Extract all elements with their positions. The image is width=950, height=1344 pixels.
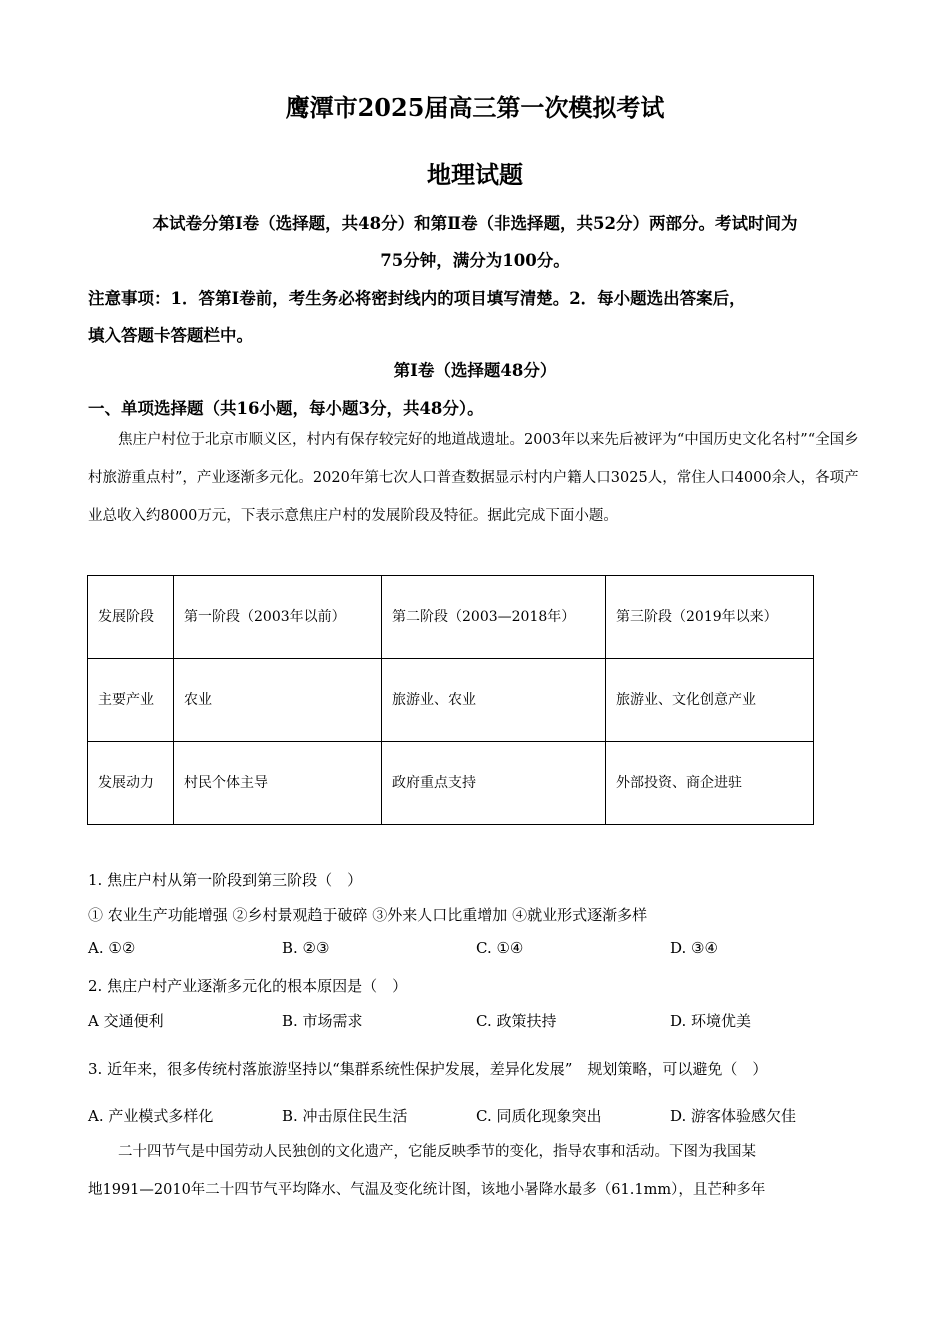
table-cell: 村民个体主导 [174,742,382,825]
passage-2-line-1: 二十四节气是中国劳动人民独创的文化遗产，它能反映季节的变化，指导农事和活动。下图为我国某 [118,1144,756,1160]
option-2-b[interactable]: B. 市场需求 [282,1012,363,1030]
subject-title: 地理试题 [427,160,523,189]
table-cell: 旅游业、文化创意产业 [606,659,814,742]
table-cell: 主要产业 [88,659,174,742]
question-3-stem: 3. 近年来，很多传统村落旅游坚持以“集群系统性保护发展，差异化发展” 规划策略，可以避免（ ） [88,1060,768,1078]
volume-heading: 第Ⅰ卷（选择题48分） [393,361,557,380]
intro-line-2: 75分钟，满分为100分。 [380,251,570,270]
table-cell: 发展动力 [88,742,174,825]
passage-2-line-2: 地1991—2010年二十四节气平均降水、气温及变化统计图，该地小暑降水最多（61.1mm），且芒种多年 [88,1182,766,1198]
table-cell: 第三阶段（2019年以来） [606,576,814,659]
option-1-d[interactable]: D. ③④ [670,939,718,957]
table-cell: 第二阶段（2003—2018年） [382,576,606,659]
question-1-statements: ① 农业生产功能增强 ②乡村景观趋于破碎 ③外来人口比重增加 ④就业形式逐渐多样 [88,906,648,924]
development-table [87,575,814,825]
option-2-a[interactable]: A 交通便利 [88,1012,164,1030]
notice-line-1: 注意事项：1．答第Ⅰ卷前，考生务必将密封线内的项目填写清楚。2．每小题选出答案后， [88,289,746,308]
table-row [88,576,814,659]
table-row [88,742,814,825]
option-3-b[interactable]: B. 冲击原住民生活 [282,1107,408,1125]
question-1-stem: 1. 焦庄户村从第一阶段到第三阶段（ ） [88,871,363,889]
table-cell: 外部投资、商企进驻 [606,742,814,825]
option-2-d[interactable]: D. 环境优美 [670,1012,752,1030]
option-1-b[interactable]: B. ②③ [282,939,330,957]
option-3-a[interactable]: A. 产业模式多样化 [88,1107,214,1125]
table-cell: 第一阶段（2003年以前） [174,576,382,659]
table-cell: 发展阶段 [88,576,174,659]
question-2-stem: 2. 焦庄户村产业逐渐多元化的根本原因是（ ） [88,977,408,995]
option-2-c[interactable]: C. 政策扶持 [476,1012,557,1030]
table-cell: 农业 [174,659,382,742]
option-1-c[interactable]: C. ①④ [476,939,524,957]
exam-title: 鹰潭市2025届高三第一次模拟考试 [285,93,665,122]
section-heading: 一、单项选择题（共16小题，每小题3分，共48分）。 [88,399,484,418]
option-1-a[interactable]: A. ①② [88,939,136,957]
intro-line-1: 本试卷分第Ⅰ卷（选择题，共48分）和第Ⅱ卷（非选择题，共52分）两部分。考试时间为 [152,214,798,233]
notice-line-2: 填入答题卡答题栏中。 [88,326,253,345]
table-cell: 政府重点支持 [382,742,606,825]
table-cell: 旅游业、农业 [382,659,606,742]
passage-1: 焦庄户村位于北京市顺义区，村内有保存较完好的地道战遗址。2003年以来先后被评为“中国历史文化名村”“全国乡村旅游重点村”，产业逐渐多元化。2020年第七次人口普查数据显示村内户籍人口3025人，常住人口4000余人，各项产业总收入约8000万元，下表示意焦庄户村的发展阶段及特征。据此完成下面小题。 [88,432,859,524]
option-3-c[interactable]: C. 同质化现象突出 [476,1107,602,1125]
option-3-d[interactable]: D. 游客体验感欠佳 [670,1107,797,1125]
table-row [88,659,814,742]
